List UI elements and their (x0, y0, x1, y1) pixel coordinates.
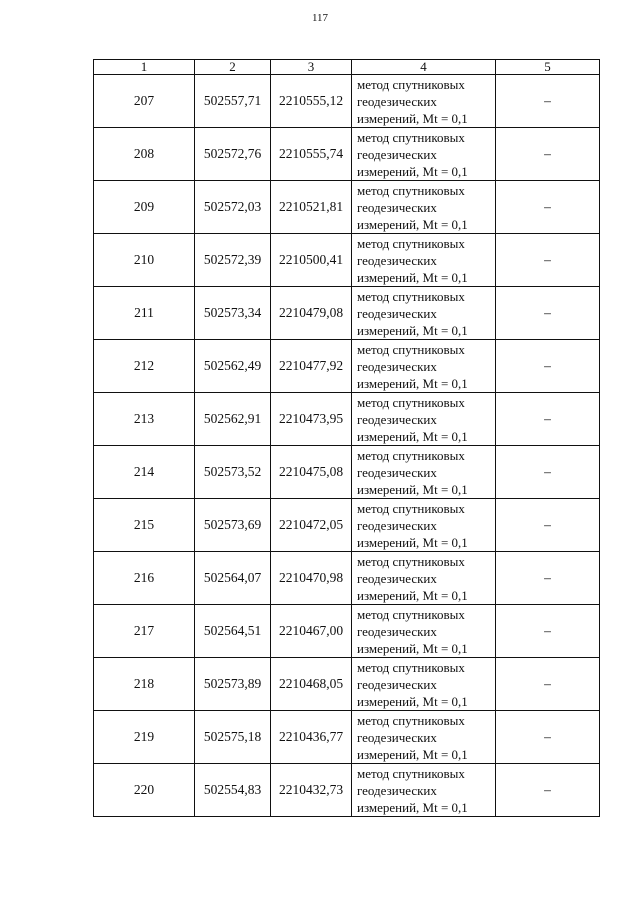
header-cell-2: 2 (195, 60, 271, 75)
point-number-cell: 217 (94, 605, 195, 658)
header-cell-1: 1 (94, 60, 195, 75)
method-cell (352, 181, 496, 234)
note-cell: – (496, 499, 600, 552)
table-row (94, 287, 600, 340)
x-coordinate-cell: 502572,39 (195, 234, 271, 287)
method-text-line: метод спутниковых (357, 500, 465, 516)
table-body (94, 75, 600, 817)
point-number-cell: 214 (94, 446, 195, 499)
method-text-line: метод спутниковых (357, 394, 465, 410)
table-row (94, 552, 600, 605)
method-cell (352, 499, 496, 552)
method-cell (352, 446, 496, 499)
header-row (94, 60, 600, 75)
header-cell-5: 5 (496, 60, 600, 75)
point-number-cell: 215 (94, 499, 195, 552)
x-coordinate-cell: 502573,52 (195, 446, 271, 499)
table-row (94, 75, 600, 128)
y-coordinate-cell: 2210500,41 (271, 234, 352, 287)
method-cell (352, 128, 496, 181)
method-text-line: метод спутниковых (357, 288, 465, 304)
method-text-line: измерений, Mt = 0,1 (357, 428, 468, 444)
x-coordinate-cell: 502562,49 (195, 340, 271, 393)
method-text-line: геодезических (357, 676, 437, 692)
method-text-line: метод спутниковых (357, 341, 465, 357)
method-text-line: измерений, Mt = 0,1 (357, 746, 468, 762)
method-text-line: метод спутниковых (357, 712, 465, 728)
x-coordinate-cell: 502554,83 (195, 764, 271, 817)
method-cell (352, 393, 496, 446)
method-cell (352, 75, 496, 128)
y-coordinate-cell: 2210432,73 (271, 764, 352, 817)
x-coordinate-cell: 502573,69 (195, 499, 271, 552)
note-cell: – (496, 234, 600, 287)
x-coordinate-cell: 502572,76 (195, 128, 271, 181)
x-coordinate-cell: 502557,71 (195, 75, 271, 128)
y-coordinate-cell: 2210521,81 (271, 181, 352, 234)
y-coordinate-cell: 2210555,12 (271, 75, 352, 128)
point-number-cell: 209 (94, 181, 195, 234)
method-cell (352, 552, 496, 605)
method-text-line: геодезических (357, 199, 437, 215)
x-coordinate-cell: 502562,91 (195, 393, 271, 446)
note-cell: – (496, 552, 600, 605)
method-text-line: метод спутниковых (357, 235, 465, 251)
note-cell: – (496, 128, 600, 181)
table-row (94, 393, 600, 446)
page-number: 117 (311, 12, 329, 24)
point-number-cell: 208 (94, 128, 195, 181)
y-coordinate-cell: 2210468,05 (271, 658, 352, 711)
coordinates-table (93, 59, 600, 817)
method-text-line: геодезических (357, 570, 437, 586)
method-text-line: геодезических (357, 782, 437, 798)
y-coordinate-cell: 2210477,92 (271, 340, 352, 393)
note-cell: – (496, 711, 600, 764)
method-text-line: геодезических (357, 252, 437, 268)
method-text-line: геодезических (357, 517, 437, 533)
note-cell: – (496, 340, 600, 393)
point-number-cell: 212 (94, 340, 195, 393)
table-row (94, 658, 600, 711)
method-cell (352, 711, 496, 764)
table-header (94, 60, 600, 75)
method-text-line: измерений, Mt = 0,1 (357, 216, 468, 232)
y-coordinate-cell: 2210475,08 (271, 446, 352, 499)
method-text-line: измерений, Mt = 0,1 (357, 110, 468, 126)
method-text-line: метод спутниковых (357, 129, 465, 145)
point-number-cell: 213 (94, 393, 195, 446)
method-text-line: измерений, Mt = 0,1 (357, 587, 468, 603)
method-text-line: измерений, Mt = 0,1 (357, 269, 468, 285)
method-text-line: геодезических (357, 729, 437, 745)
method-text-line: метод спутниковых (357, 447, 465, 463)
table-row (94, 764, 600, 817)
point-number-cell: 211 (94, 287, 195, 340)
header-cell-3: 3 (271, 60, 352, 75)
method-text-line: измерений, Mt = 0,1 (357, 640, 468, 656)
method-text-line: метод спутниковых (357, 76, 465, 92)
method-cell (352, 234, 496, 287)
point-number-cell: 207 (94, 75, 195, 128)
note-cell: – (496, 393, 600, 446)
method-text-line: измерений, Mt = 0,1 (357, 799, 468, 815)
method-cell (352, 764, 496, 817)
point-number-cell: 218 (94, 658, 195, 711)
method-text-line: геодезических (357, 146, 437, 162)
note-cell: – (496, 287, 600, 340)
method-text-line: геодезических (357, 623, 437, 639)
x-coordinate-cell: 502573,34 (195, 287, 271, 340)
method-cell (352, 287, 496, 340)
point-number-cell: 219 (94, 711, 195, 764)
method-text-line: измерений, Mt = 0,1 (357, 693, 468, 709)
method-text-line: геодезических (357, 464, 437, 480)
x-coordinate-cell: 502573,89 (195, 658, 271, 711)
note-cell: – (496, 75, 600, 128)
y-coordinate-cell: 2210470,98 (271, 552, 352, 605)
y-coordinate-cell: 2210555,74 (271, 128, 352, 181)
table-row (94, 234, 600, 287)
method-text-line: измерений, Mt = 0,1 (357, 375, 468, 391)
header-cell-4: 4 (352, 60, 496, 75)
method-text-line: геодезических (357, 93, 437, 109)
x-coordinate-cell: 502572,03 (195, 181, 271, 234)
x-coordinate-cell: 502564,51 (195, 605, 271, 658)
method-text-line: измерений, Mt = 0,1 (357, 534, 468, 550)
table-row (94, 711, 600, 764)
method-cell (352, 605, 496, 658)
note-cell: – (496, 446, 600, 499)
method-text-line: метод спутниковых (357, 659, 465, 675)
method-text-line: метод спутниковых (357, 553, 465, 569)
y-coordinate-cell: 2210472,05 (271, 499, 352, 552)
point-number-cell: 216 (94, 552, 195, 605)
table-row (94, 499, 600, 552)
y-coordinate-cell: 2210467,00 (271, 605, 352, 658)
point-number-cell: 220 (94, 764, 195, 817)
note-cell: – (496, 605, 600, 658)
method-text-line: измерений, Mt = 0,1 (357, 481, 468, 497)
method-text-line: измерений, Mt = 0,1 (357, 322, 468, 338)
table-row (94, 128, 600, 181)
y-coordinate-cell: 2210473,95 (271, 393, 352, 446)
method-text-line: геодезических (357, 358, 437, 374)
method-text-line: метод спутниковых (357, 606, 465, 622)
point-number-cell: 210 (94, 234, 195, 287)
table-row (94, 181, 600, 234)
method-text-line: измерений, Mt = 0,1 (357, 163, 468, 179)
table-row (94, 446, 600, 499)
note-cell: – (496, 181, 600, 234)
method-text-line: геодезических (357, 305, 437, 321)
x-coordinate-cell: 502564,07 (195, 552, 271, 605)
note-cell: – (496, 764, 600, 817)
table-row (94, 605, 600, 658)
x-coordinate-cell: 502575,18 (195, 711, 271, 764)
y-coordinate-cell: 2210436,77 (271, 711, 352, 764)
note-cell: – (496, 658, 600, 711)
method-cell (352, 340, 496, 393)
y-coordinate-cell: 2210479,08 (271, 287, 352, 340)
method-text-line: геодезических (357, 411, 437, 427)
method-text-line: метод спутниковых (357, 182, 465, 198)
table-row (94, 340, 600, 393)
method-cell (352, 658, 496, 711)
method-text-line: метод спутниковых (357, 765, 465, 781)
